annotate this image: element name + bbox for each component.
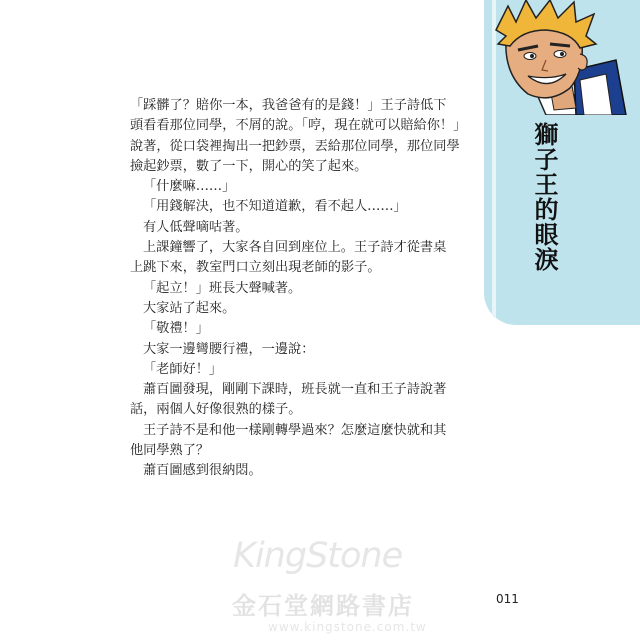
text-line: 說著，從口袋裡掏出一把鈔票，丟給那位同學，那位同學 xyxy=(130,138,460,154)
text-line: 蕭百圖發現，剛剛下課時，班長就一直和王子詩說著 xyxy=(143,382,447,398)
text-line: 「踩髒了？賠你一本，我爸爸有的是錢！」王子詩低下 xyxy=(130,98,447,113)
text-line: 撿起鈔票，數了一下，開心的笑了起來。 xyxy=(130,158,368,174)
kingstone-watermark-chinese: 金石堂網路書店 xyxy=(232,591,414,620)
text-line: 王子詩不是和他一樣剛轉學過來？怎麼這麼快就和其 xyxy=(143,422,447,438)
story-body xyxy=(130,96,496,482)
text-line: 上跳下來，教室門口立刻出現老師的影子。 xyxy=(130,260,381,276)
kingstone-watermark-logo: KingStone xyxy=(233,536,403,576)
text-line: 「起立！」班長大聲喊著。 xyxy=(143,280,302,296)
text-line: 「敬禮！」 xyxy=(143,321,209,337)
text-line: 「老師好！」 xyxy=(143,361,223,377)
text-line: 話，兩個人好像很熟的樣子。 xyxy=(130,402,302,418)
text-line: 蕭百圖感到很納悶。 xyxy=(143,463,262,479)
text-line: 上課鐘響了，大家各自回到座位上。王子詩才從書桌 xyxy=(143,240,447,256)
text-line: 有人低聲嘀咕著。 xyxy=(143,219,249,235)
chapter-title: 獅子王的眼淚 xyxy=(530,122,558,272)
text-line: 「用錢解決，也不知道道歉，看不起人……」 xyxy=(143,199,407,215)
text-line: 頭看看那位同學，不屑的說。「哼，現在就可以賠給你！」 xyxy=(130,118,467,134)
text-line: 大家站了起來。 xyxy=(143,300,236,316)
kingstone-watermark-url: www.kingstone.com.tw xyxy=(268,620,427,634)
cartoon-boy-illustration xyxy=(476,0,640,115)
text-line: 大家一邊彎腰行禮，一邊說： xyxy=(143,341,315,357)
page-number: 011 xyxy=(496,592,519,606)
text-line: 「什麼嘛……」 xyxy=(143,179,236,195)
text-line: 他同學熟了？ xyxy=(130,443,210,459)
